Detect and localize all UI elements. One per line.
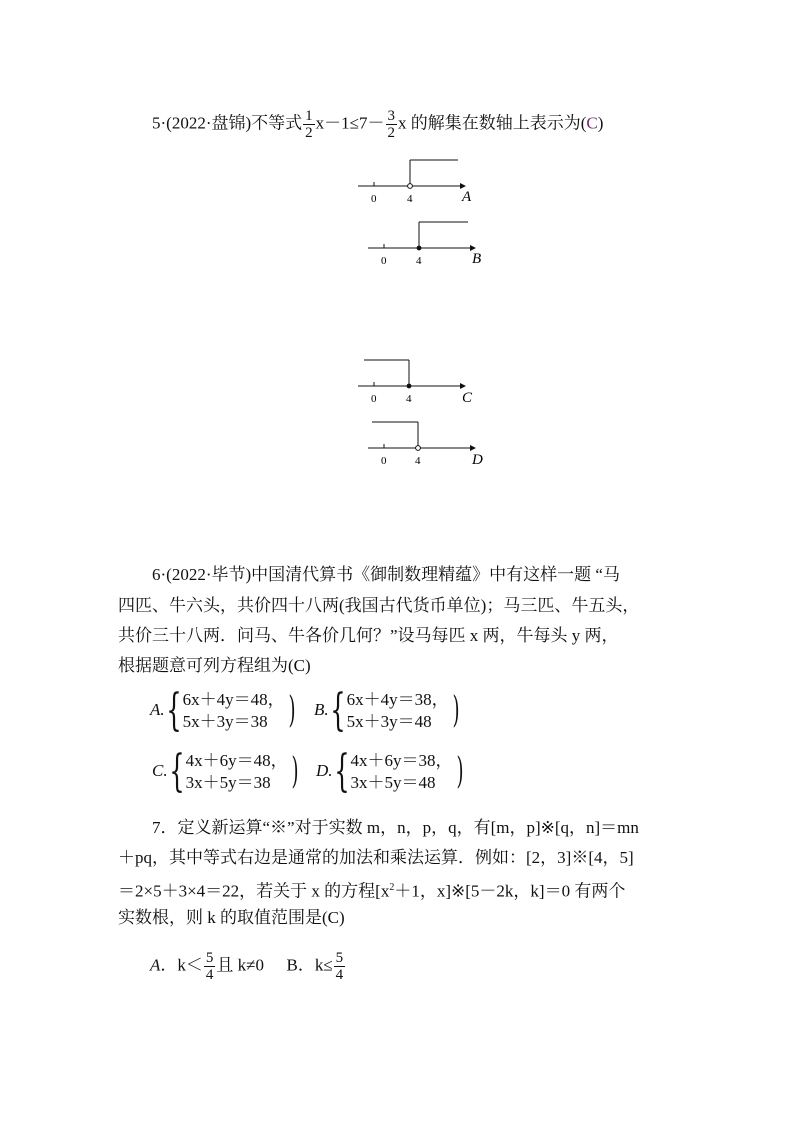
equation-2: 3x＋5y＝38: [185, 773, 271, 792]
question-source: ·(2022·盘锦)不等式: [160, 113, 303, 133]
option-letter: B: [472, 251, 482, 267]
equation-1: 6x＋4y＝38，: [346, 690, 449, 709]
question-number: 6: [152, 565, 161, 584]
tick-label-4: 4: [416, 255, 422, 267]
equation-system: [183, 689, 285, 733]
question-number: 5: [152, 113, 161, 133]
option-a-text: ．k＜: [160, 955, 203, 975]
fraction-1-2: $\frac{1}{2}$: [305, 108, 313, 141]
number-line-a: [352, 152, 482, 208]
option-d: [316, 746, 467, 797]
question-suffix: x 的解集在数轴上表示为(: [398, 113, 587, 133]
option-label: A.: [150, 699, 165, 719]
question-6-line-1: [152, 565, 620, 585]
left-brace: {: [168, 746, 185, 797]
close-paren: ): [452, 690, 460, 731]
question-5-stem: [152, 108, 603, 141]
tick-label-0: 0: [371, 193, 377, 205]
superscript: 2: [389, 882, 395, 893]
question-7-line-1: 7．定义新运算“※”对于实数 m，n，p，q，有[m，p]※[q，n]＝mn: [152, 818, 639, 837]
question-7-line-4: 实数根，则 k 的取值范围是(C): [118, 908, 345, 927]
left-brace: {: [329, 685, 346, 736]
option-label: C.: [152, 760, 168, 780]
tick-label-0: 0: [371, 393, 377, 405]
option-c: [152, 746, 302, 797]
equation-system: [351, 750, 453, 794]
left-brace: {: [333, 746, 350, 797]
question-text: ·(2022·毕节)中国清代算书《御制数理精蕴》中有这样一题 “马: [160, 565, 620, 584]
option-b: [314, 685, 463, 736]
option-label: A: [150, 955, 161, 975]
equation-2: 3x＋5y＝48: [350, 773, 436, 792]
answer-letter: C: [586, 113, 598, 133]
fraction-5-4: $\frac{5}{4}$: [205, 950, 214, 983]
tick-label-0: 0: [381, 455, 387, 467]
close-paren: ): [288, 690, 296, 731]
option-letter: A: [462, 189, 472, 205]
text-segment: ＝2×5＋3×4＝22，若关于 x 的方程[x: [118, 881, 390, 901]
equation-system: [186, 750, 288, 794]
option-a: [150, 685, 299, 736]
option-label: B: [286, 955, 298, 975]
option-label: B.: [314, 699, 329, 719]
question-6-line-4: 根据题意可列方程组为(C): [118, 656, 311, 675]
equation-1: 4x＋6y＝38，: [350, 751, 453, 770]
option-label: D.: [316, 760, 333, 780]
option-letter: D: [472, 452, 483, 468]
close-paren: ): [291, 751, 299, 792]
tick-label-4: 4: [415, 455, 421, 467]
inequality-middle: x－1≤7－: [315, 113, 385, 133]
tick-label-4: 4: [406, 393, 412, 405]
left-brace: {: [165, 685, 182, 736]
close-paren: ): [597, 113, 604, 133]
question-7-options: [150, 950, 346, 983]
tick-label-0: 0: [381, 255, 387, 267]
number-line-c: [352, 354, 482, 410]
question-7-line-2: ＋pq，其中等式右边是通常的加法和乘法运算．例如：[2，3]※[4，5]: [118, 848, 634, 867]
text-segment: ＋1，x]※[5－2k，k]＝0 有两个: [394, 881, 626, 901]
question-6-line-2: 四匹、牛六头，共价四十八两(我国古代货币单位)；马三匹、牛五头，: [118, 596, 640, 615]
equation-system: [347, 689, 449, 733]
number-line-b: [362, 214, 492, 270]
equation-1: 4x＋6y＝48，: [185, 751, 288, 770]
equation-2: 5x＋3y＝48: [346, 712, 432, 731]
option-letter: C: [462, 390, 473, 406]
fraction-3-2: $\frac{3}{2}$: [387, 108, 395, 141]
option-a-text-tail: 且 k≠0: [216, 955, 264, 975]
question-6-line-3: 共价三十八两．问马、牛各价几何？”设马每匹 x 两，牛每头 y 两，: [118, 626, 619, 645]
fraction-5-4: $\frac{5}{4}$: [335, 950, 344, 983]
equation-1: 6x＋4y＝48，: [182, 690, 285, 709]
tick-label-4: 4: [407, 193, 413, 205]
close-paren: ): [456, 751, 464, 792]
equation-2: 5x＋3y＝38: [182, 712, 268, 731]
question-7-line-3: [118, 878, 625, 902]
option-b-text: ．k≤: [297, 955, 333, 975]
number-line-d: [362, 416, 492, 472]
